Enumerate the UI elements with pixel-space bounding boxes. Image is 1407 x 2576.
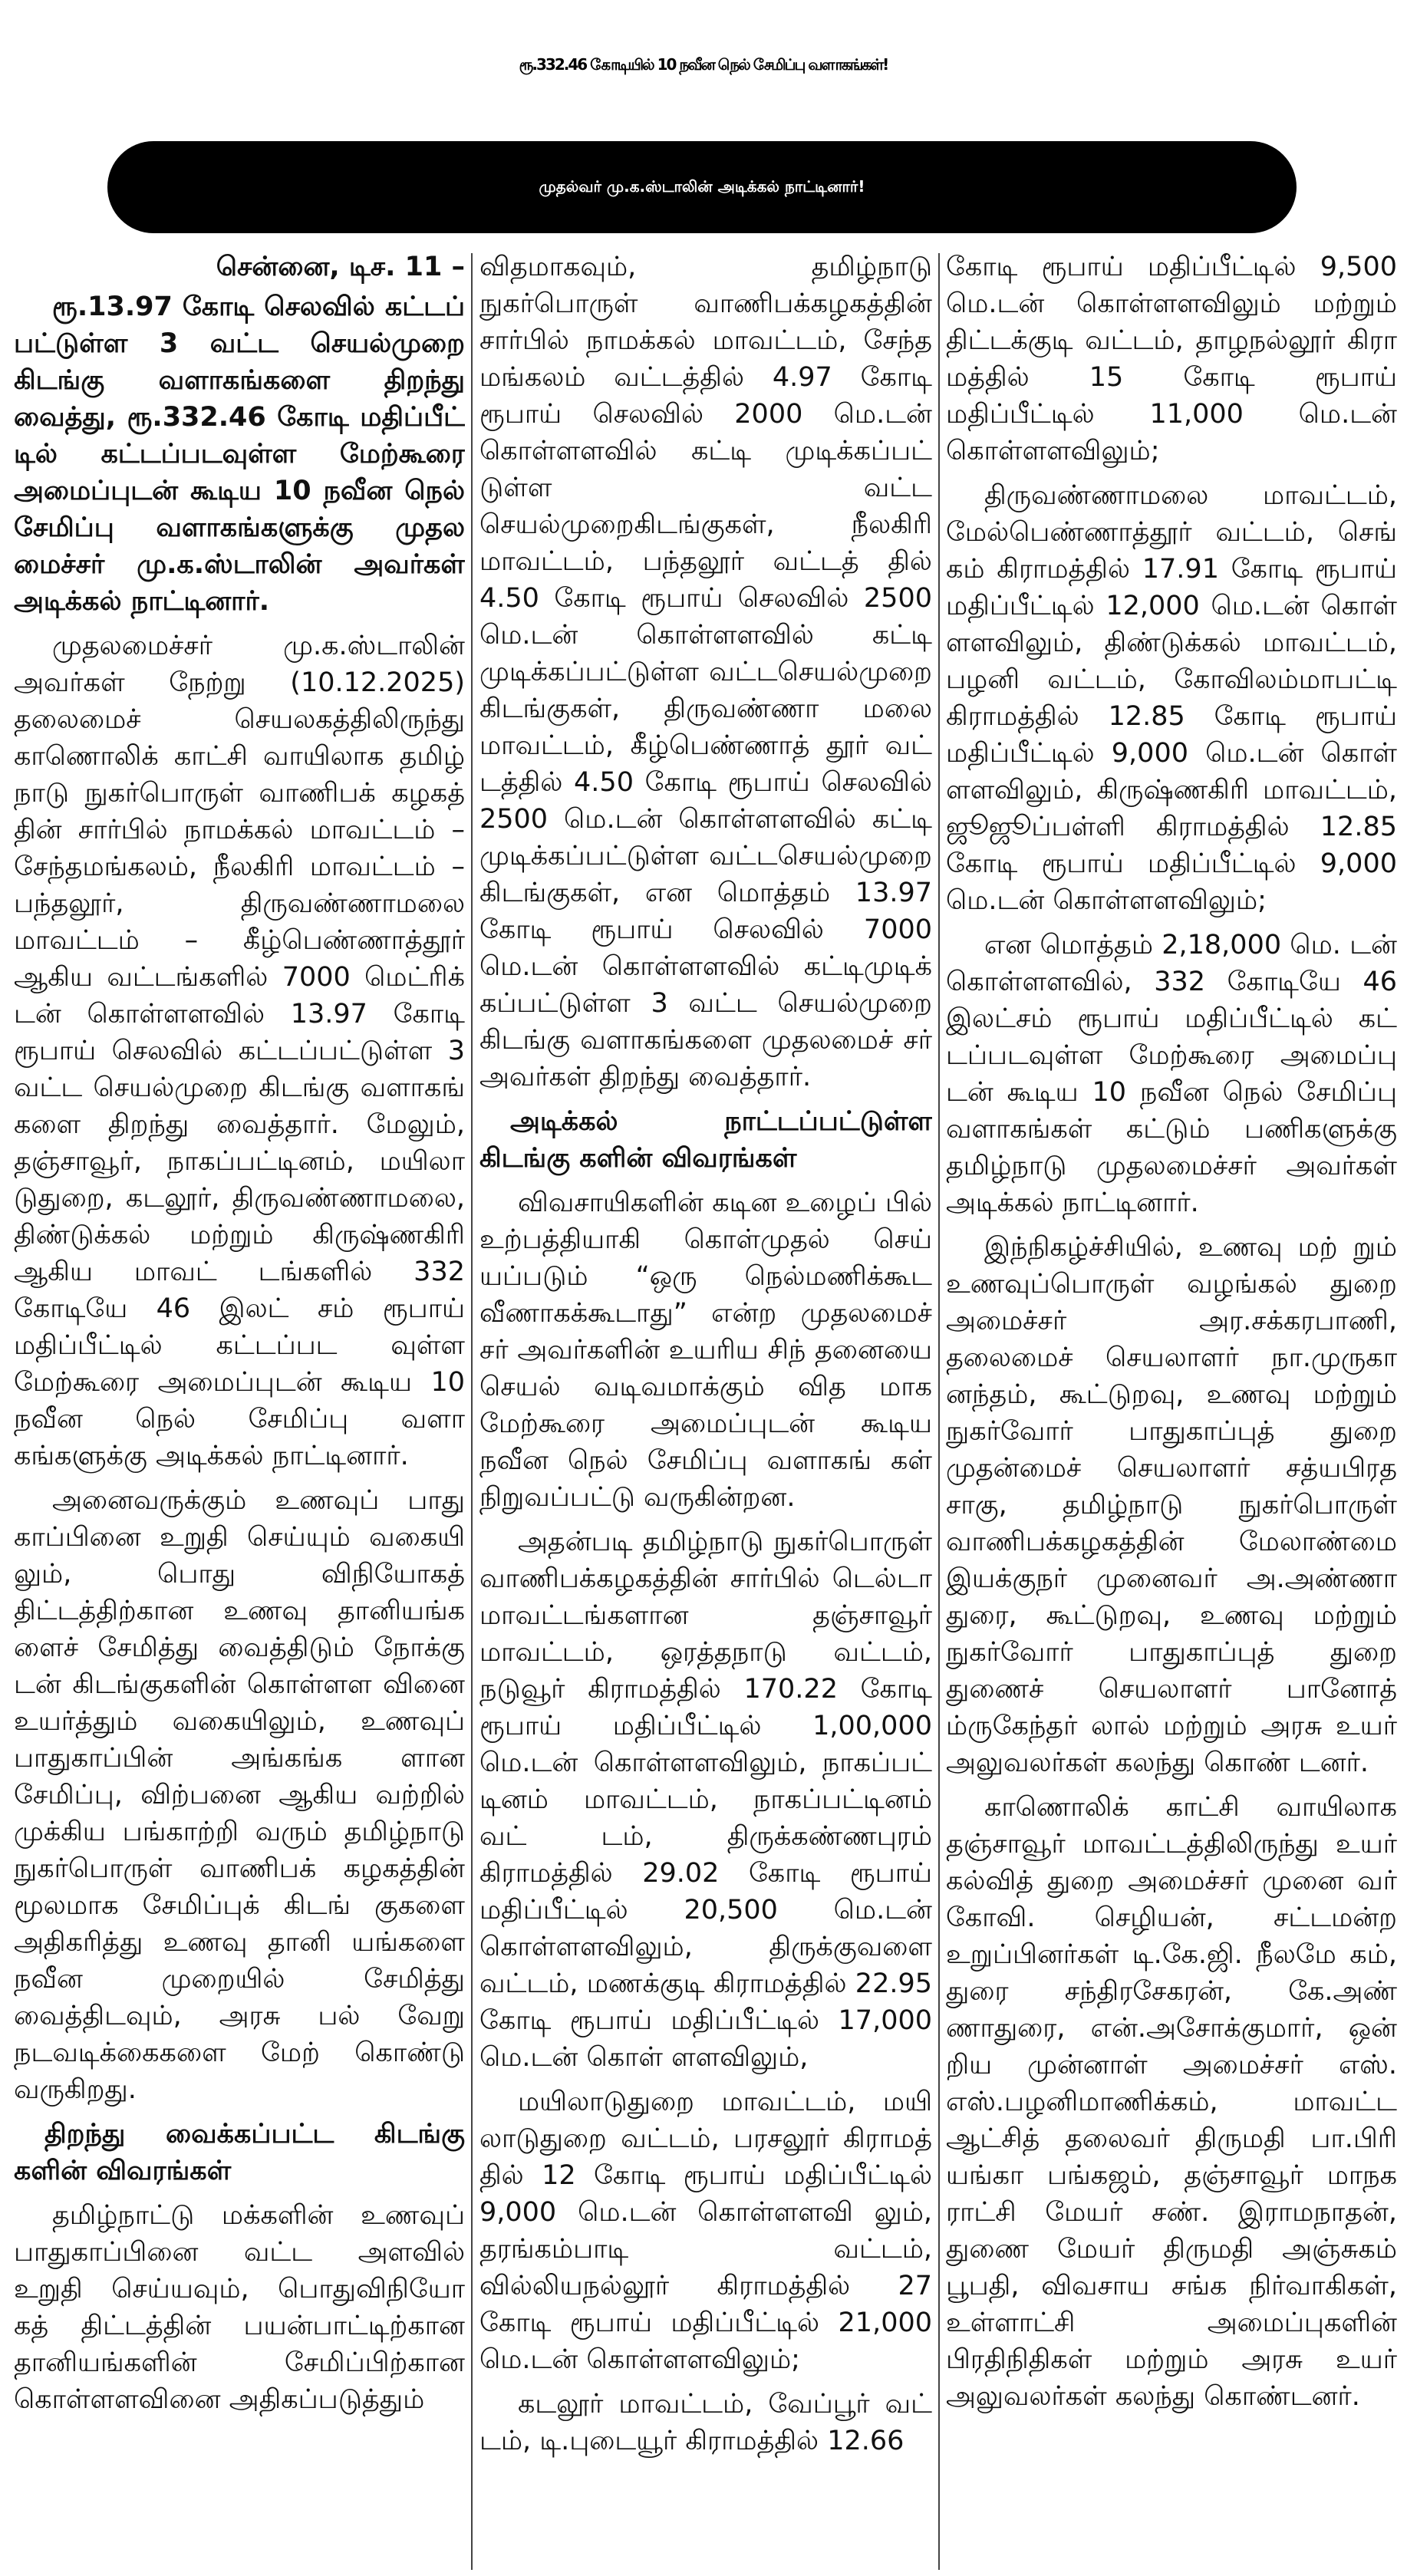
body-paragraph: திருவண்ணாமலை மாவட்டம், மேல்பெண்ணாத்தூர் வட்டம், செங் கம் கிராமத்தில் 17.91 கோடி ரூபாய் மதிப்பீட்டில் 12,000 மெ.டன் கொள் ளளவிலும், திண்டுக்கல் மாவட்டம், பழனி வட்டம், கோவிலம்மாபட்டி கிராமத்தில் 12.85 கோடி ரூபாய் மதிப்பீட்டில் 9,000 மெ.டன் கொள் ளளவிலும், கிருஷ்ணகிரி மாவட்டம், ஜூஜூப்பள்ளி கிராமத்தில் 12.85 கோடி ரூபாய் மதிப்பீட்டில் 9,000 மெ.டன் கொள்ளளவிலும்; [946, 480, 1397, 916]
body-paragraph: விவசாயிகளின் கடின உழைப் பில் உற்பத்தியாகி கொள்முதல் செய் யப்படும் “ஒரு நெல்மணிக்கூட வீணாகக்கூடாது” என்ற முதலமைச் சர் அவர்களின் உயரிய சிந் தனையை செயல் வடிவமாக்கும் வித மாக மேற்கூரை அமைப்புடன் கூடிய நவீன நெல் சேமிப்பு வளாகங் கள் நிறுவப்பட்டு வருகின்றன. [479, 1188, 932, 1513]
body-paragraph: அதன்படி தமிழ்நாடு நுகர்பொருள் வாணிபக்கழகத்தின் சார்பில் டெல்டா மாவட்டங்களான தஞ்சாவூர் மாவட்டம், ஒரத்தநாடு வட்டம், நடுவூர் கிராமத்தில் 170.22 கோடி ரூபாய் மதிப்பீட்டில் 1,00,000 மெ.டன் கொள்ளளவிலும், நாகப்பட் டினம் மாவட்டம், நாகப்பட்டினம் வட் டம், திருக்கண்ணபுரம் கிராமத்தில் 29.02 கோடி ரூபாய் மதிப்பீட்டில் 20,500 மெ.டன் கொள்ளளவிலும், திருக்குவளை வட்டம், மணக்குடி கிராமத்தில் 22.95 கோடி ரூபாய் மதிப்பீட்டில் 17,000 மெ.டன் கொள் ளளவிலும், [479, 1527, 932, 2073]
article-column-1 [14, 249, 465, 2573]
body-paragraph: அனைவருக்கும் உணவுப் பாது காப்பினை உறுதி செய்யும் வகையி லும், பொது விநியோகத் திட்டத்திற்கான உணவு தானியங்க ளைச் சேமித்து வைத்திடும் நோக்கு டன் கிடங்குகளின் கொள்ளள வினை உயர்த்தும் வகையிலும், உணவுப் பாதுகாப்பின் அங்கங்க ளான சேமிப்பு, விற்பனை ஆகிய வற்றில் முக்கிய பங்காற்றி வரும் தமிழ்நாடு நுகர்பொருள் வாணிபக் கழகத்தின் மூலமாக சேமிப்புக் கிடங் குகளை அதிகரித்து உணவு தானி யங்களை நவீன முறையில் சேமித்து வைத்திடவும், அரசு பல் வேறு நடவடிக்கைகளை மேற் கொண்டு வருகிறது. [14, 1485, 465, 2105]
dateline: சென்னை, டிச. 11 – [216, 252, 465, 282]
body-paragraph: மயிலாடுதுறை மாவட்டம், மயி லாடுதுறை வட்டம், பரசலூர் கிராமத் தில் 12 கோடி ரூபாய் மதிப்பீட்டில் 9,000 மெ.டன் கொள்ளளவி லும், தரங்கம்பாடி வட்டம், வில்லியநல்லூர் கிராமத்தில் 27 கோடி ரூபாய் மதிப்பீட்டில் 21,000 மெ.டன் கொள்ளளவிலும்; [479, 2087, 932, 2375]
column-divider [938, 253, 940, 2570]
section-subtitle: திறந்து வைக்கப்பட்ட கிடங்கு களின் விவரங்கள் [14, 2119, 465, 2186]
column-divider [471, 253, 473, 2570]
body-paragraph: விதமாகவும், தமிழ்நாடு நுகர்பொருள் வாணிபக்கழகத்தின் சார்பில் நாமக்கல் மாவட்டம், சேந்த மங்கலம் வட்டத்தில் 4.97 கோடி ரூபாய் செலவில் 2000 மெ.டன் கொள்ளளவில் கட்டி முடிக்கப்பட் டுள்ள வட்ட செயல்முறைகிடங்குகள், நீலகிரி மாவட்டம், பந்தலூர் வட்டத் தில் 4.50 கோடி ரூபாய் செலவில் 2500 மெ.டன் கொள்ளளவில் கட்டி முடிக்கப்பட்டுள்ள வட்டசெயல்முறை கிடங்குகள், திருவண்ணா மலை மாவட்டம், கீழ்பெண்ணாத் தூர் வட் டத்தில் 4.50 கோடி ரூபாய் செலவில் 2500 மெ.டன் கொள்ளளவில் கட்டி முடிக்கப்பட்டுள்ள வட்டசெயல்முறை கிடங்குகள், என மொத்தம் 13.97 கோடி ரூபாய் செலவில் 7000 மெ.டன் கொள்ளளவில் கட்டிமுடிக் கப்பட்டுள்ள 3 வட்ட செயல்முறை கிடங்கு வளாகங்களை முதலமைச் சர் அவர்கள் திறந்து வைத்தார். [479, 252, 932, 1092]
article-column-3 [946, 249, 1397, 2573]
article-column-2 [479, 249, 932, 2573]
section-subtitle: அடிக்கல் நாட்டப்பட்டுள்ள கிடங்கு களின் விவரங்கள் [479, 1106, 932, 1174]
body-paragraph: காணொலிக் காட்சி வாயிலாக தஞ்சாவூர் மாவட்டத்திலிருந்து உயர் கல்வித் துறை அமைச்சர் முனை வர் கோவி. செழியன், சட்டமன்ற உறுப்பினர்கள் டி.கே.ஜி. நீலமே கம், துரை சந்திரசேகரன், கே.அண் ணாதுரை, என்.அசோக்குமார், ஒன் றிய முன்னாள் அமைச்சர் எஸ். எஸ்.பழனிமாணிக்கம், மாவட்ட ஆட்சித் தலைவர் திருமதி பா.பிரி யங்கா பங்கஜம், தஞ்சாவூர் மாநக ராட்சி மேயர் சண். இராமநாதன், துணை மேயர் திருமதி அஞ்சுகம் பூபதி, விவசாய சங்க நிர்வாகிகள், உள்ளாட்சி அமைப்புகளின் பிரதிநிதிகள் மற்றும் அரசு உயர் அலுவலர்கள் கலந்து கொண்டனர். [946, 1792, 1397, 2412]
body-paragraph: கோடி ரூபாய் மதிப்பீட்டில் 9,500 மெ.டன் கொள்ளளவிலும் மற்றும் திட்டக்குடி வட்டம், தாழநல்லூர் கிரா மத்தில் 15 கோடி ரூபாய் மதிப்பீட்டில் 11,000 மெ.டன் கொள்ளளவிலும்; [946, 252, 1397, 466]
headline: ரூ.332.46 கோடியில் 10 நவீன நெல் சேமிப்பு வளாகங்கள்! [519, 54, 888, 74]
body-paragraph: இந்நிகழ்ச்சியில், உணவு மற் றும் உணவுப்பொருள் வழங்கல் துறை அமைச்சர் அர.சக்கரபாணி, தலைமைச் செயலாளர் நா.முருகா னந்தம், கூட்டுறவு, உணவு மற்றும் நுகர்வோர் பாதுகாப்புத் துறை முதன்மைச் செயலாளர் சத்யபிரத சாகு, தமிழ்நாடு நுகர்பொருள் வாணிபக்கழகத்தின் மேலாண்மை இயக்குநர் முனைவர் அ.அண்ணா துரை, கூட்டுறவு, உணவு மற்றும் நுகர்வோர் பாதுகாப்புத் துறை துணைச் செயலாளர் பானோத் ம்ருகேந்தர் லால் மற்றும் அரசு உயர் அலுவலர்கள் கலந்து கொண் டனர். [946, 1232, 1397, 1778]
lead-paragraph: ரூ.13.97 கோடி செலவில் கட்டப் பட்டுள்ள 3 வட்ட செயல்முறை கிடங்கு வளாகங்களை திறந்து வைத்து, ரூ.332.46 கோடி மதிப்பீட் டில் கட்டப்படவுள்ள மேற்கூரை அமைப்புடன் கூடிய 10 நவீன நெல் சேமிப்பு வளாகங்களுக்கு முதல மைச்சர் மு.க.ஸ்டாலின் அவர்கள் அடிக்கல் நாட்டினார். [14, 292, 465, 617]
subheadline: முதல்வர் மு.க.ஸ்டாலின் அடிக்கல் நாட்டினார்! [107, 141, 1297, 233]
body-paragraph: முதலமைச்சர் மு.க.ஸ்டாலின் அவர்கள் நேற்று (10.12.2025) தலைமைச் செயலகத்திலிருந்து காணொலிக் காட்சி வாயிலாக தமிழ் நாடு நுகர்பொருள் வாணிபக் கழகத் தின் சார்பில் நாமக்கல் மாவட்டம் – சேந்தமங்கலம், நீலகிரி மாவட்டம் – பந்தலூர், திருவண்ணாமலை மாவட்டம் – கீழ்பெண்ணாத்தூர் ஆகிய வட்டங்களில் 7000 மெட்ரிக் டன் கொள்ளளவில் 13.97 கோடி ரூபாய் செலவில் கட்டப்பட்டுள்ள 3 வட்ட செயல்முறை கிடங்கு வளாகங் களை திறந்து வைத்தார். மேலும், தஞ்சாவூர், நாகப்பட்டினம், மயிலா டுதுறை, கடலூர், திருவண்ணாமலை, திண்டுக்கல் மற்றும் கிருஷ்ணகிரி ஆகிய மாவட் டங்களில் 332 கோடியே 46 இலட் சம் ரூபாய் மதிப்பீட்டில் கட்டப்பட வுள்ள மேற்கூரை அமைப்புடன் கூடிய 10 நவீன நெல் சேமிப்பு வளா கங்களுக்கு அடிக்கல் நாட்டினார். [14, 631, 465, 1471]
subheadline-banner [107, 141, 1297, 233]
body-paragraph: தமிழ்நாட்டு மக்களின் உணவுப் பாதுகாப்பினை வட்ட அளவில் உறுதி செய்யவும், பொதுவிநியோ கத் திட்டத்தின் பயன்பாட்டிற்கான தானியங்களின் சேமிப்பிற்கான கொள்ளளவினை அதிகப்படுத்தும் [14, 2200, 465, 2415]
body-paragraph: கடலூர் மாவட்டம், வேப்பூர் வட் டம், டி.புடையூர் கிராமத்தில் 12.66 [479, 2389, 932, 2456]
body-paragraph: என மொத்தம் 2,18,000 மெ. டன் கொள்ளளவில், 332 கோடியே 46 இலட்சம் ரூபாய் மதிப்பீட்டில் கட் டப்படவுள்ள மேற்கூரை அமைப்பு டன் கூடிய 10 நவீன நெல் சேமிப்பு வளாகங்கள் கட்டும் பணிகளுக்கு தமிழ்நாடு முதலமைச்சர் அவர்கள் அடிக்கல் நாட்டினார். [946, 930, 1397, 1218]
